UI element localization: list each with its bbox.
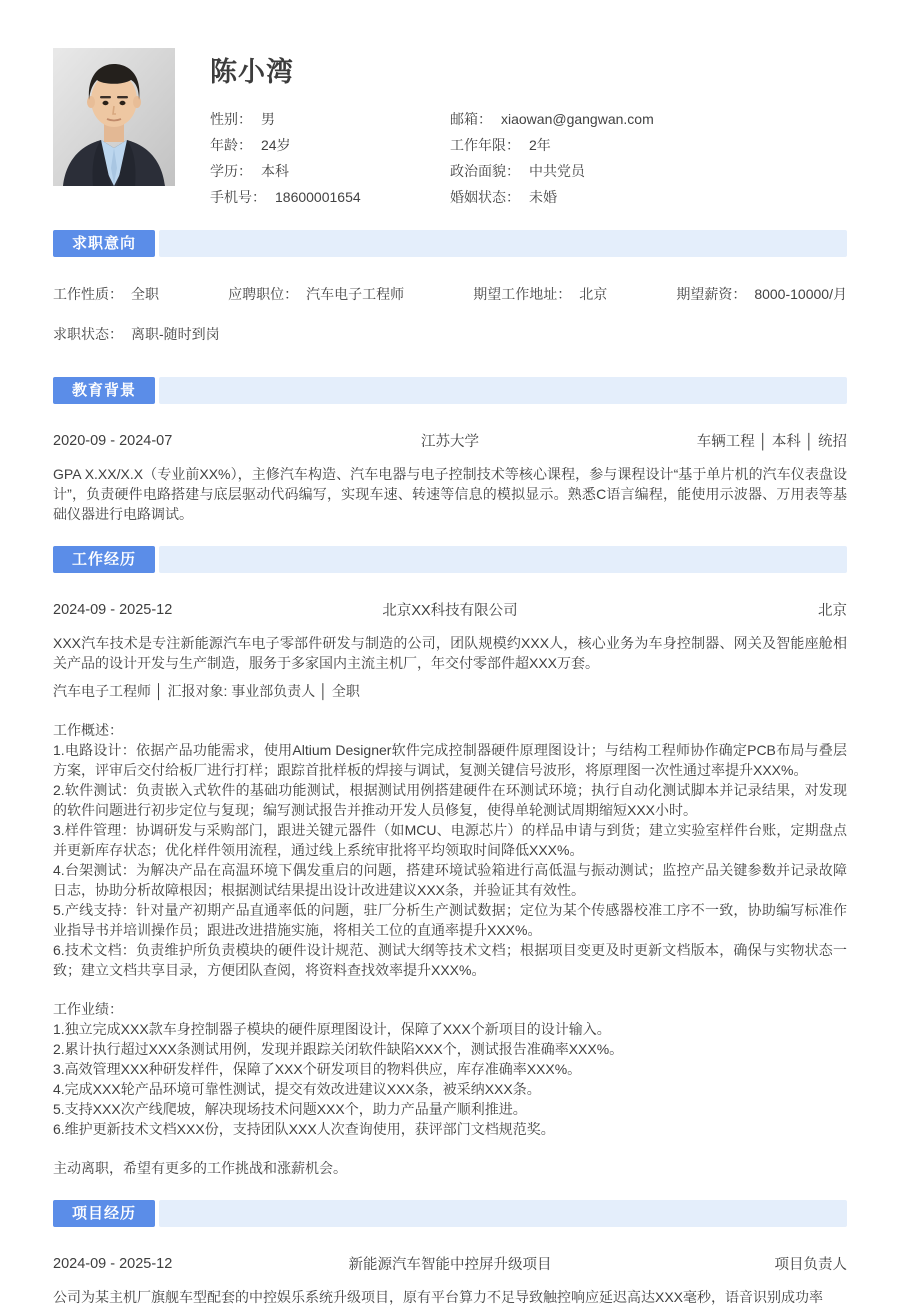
- work-meta-row: [53, 599, 847, 620]
- field-label: 期望工作地址：: [473, 286, 572, 302]
- section-title-education: 教育背景: [53, 377, 155, 404]
- info-label: 年龄：: [210, 137, 252, 153]
- project-name: 新能源汽车智能中控屏升级项目: [348, 1257, 552, 1273]
- info-row-email: [450, 106, 847, 132]
- info-value: 男: [261, 111, 275, 127]
- work-leave-reason: 主动离职，希望有更多的工作挑战和涨薪机会。: [53, 1160, 347, 1176]
- work-achievement-heading: 工作业绩：: [53, 1001, 123, 1017]
- info-label: 政治面貌：: [450, 163, 520, 179]
- work-period: 2024-09 - 2025-12: [53, 601, 173, 618]
- field-label: 期望薪资：: [676, 286, 747, 302]
- section-title-intention: 求职意向: [53, 230, 155, 257]
- intention-pair-salary: [676, 284, 847, 304]
- work-company: 北京XX科技有限公司: [382, 603, 518, 619]
- work-company-intro: XXX汽车技术是专注新能源汽车电子零部件研发与制造的公司，团队规模约XXX人，核心业务为车身控制器、网关及智能座舱相关产品的设计开发与生产制造，服务于多家国内主流主机厂，年交付零部件超XXX万套。: [53, 635, 847, 671]
- work-achievement-block: [53, 999, 847, 1139]
- info-row-degree: [210, 158, 450, 184]
- info-label: 学历：: [210, 163, 252, 179]
- resume-header: [53, 48, 847, 210]
- work-position-line: 汽车电子工程师 │ 汇报对象: 事业部负责人 │ 全职: [53, 683, 360, 699]
- section-title-work: 工作经历: [53, 546, 155, 573]
- info-column-left: [210, 106, 450, 210]
- info-row-gender: [210, 106, 450, 132]
- education-meta-row: [53, 430, 847, 451]
- info-value: 18600001654: [275, 189, 361, 205]
- work-overview-item: 4.台架测试：为解决产品在高温环境下偶发重启的问题，搭建环境试验箱进行高低温与振动测试；监控产品关键参数并记录故障日志，协助分析故障根因；根据测试结果提出设计改进建议XXX条，并验证其有效性。: [53, 862, 847, 898]
- work-achievement-item: 6.维护更新技术文档XXX份，支持团队XXX人次查询使用，获评部门文档规范奖。: [53, 1121, 555, 1137]
- work-overview-item: 5.产线支持：针对量产初期产品直通率低的问题，驻厂分析生产测试数据；定位为某个传感器校准工序不一致，协助编写标准作业指导书并培训操作员；跟进改进措施实施，将相关工位的直通率提升XXX%。: [53, 902, 847, 938]
- intention-row-2: [53, 324, 847, 344]
- project-role: 项目负责人: [774, 1257, 847, 1273]
- work-achievement-item: 2.累计执行超过XXX条测试用例，发现并跟踪关闭软件缺陷XXX个，测试报告准确率XXX%。: [53, 1041, 624, 1057]
- section-bar-fill: [159, 1200, 847, 1227]
- info-value: xiaowan@gangwan.com: [501, 111, 654, 127]
- candidate-name: 陈小湾: [210, 57, 294, 87]
- section-bar-project: [53, 1200, 847, 1227]
- info-label: 手机号：: [210, 189, 266, 205]
- field-value: 汽车电子工程师: [306, 286, 405, 302]
- education-major-degree: 车辆工程 │ 本科 │ 统招: [696, 434, 847, 450]
- work-overview-item: 6.技术文档：负责维护所负责模块的硬件设计规范、测试大纲等技术文档；根据项目变更及时更新文档版本，确保与实物状态一致；建立文档共享目录，方便团队查阅，将资料查找效率提升XXX%。: [53, 942, 847, 978]
- info-label: 婚姻状态：: [450, 189, 520, 205]
- education-description: GPA X.XX/X.X（专业前XX%），主修汽车构造、汽车电器与电子控制技术等核心课程，参与课程设计“基于单片机的汽车仪表盘设计”，负责硬件电路搭建与底层驱动代码编写，实现车速、转速等信息的模拟显示。熟悉C语言编程，能使用示波器、万用表等基础仪器进行电路调试。: [53, 466, 847, 522]
- profile-photo-illustration: [53, 48, 175, 186]
- work-overview-item: 3.样件管理：协调研发与采购部门，跟进关键元器件（如MCU、电源芯片）的样品申请与到货；建立实验室样件台账，定期盘点并更新库存状态；优化样件领用流程，通过线上系统审批将平均领取时间降低XXX%。: [53, 822, 847, 858]
- intention-pair-location: [473, 284, 607, 304]
- education-period: 2020-09 - 2024-07: [53, 432, 173, 449]
- info-label: 工作年限：: [450, 137, 520, 153]
- info-value: 未婚: [529, 189, 557, 205]
- section-bar-intention: [53, 230, 847, 257]
- intention-pair-position: [228, 284, 404, 304]
- work-achievement-item: 1.独立完成XXX款车身控制器子模块的硬件原理图设计，保障了XXX个新项目的设计输入。: [53, 1021, 611, 1037]
- section-bar-fill: [159, 230, 847, 257]
- work-achievement-item: 3.高效管理XXX种研发样件，保障了XXX个研发项目的物料供应，库存准确率XXX%。: [53, 1061, 582, 1077]
- info-column-right: [450, 106, 847, 210]
- info-row-age: [210, 132, 450, 158]
- field-value: 离职-随时到岗: [131, 326, 220, 342]
- info-label: 邮箱：: [450, 111, 492, 127]
- profile-photo: [53, 48, 175, 186]
- project-meta-row: [53, 1253, 847, 1274]
- info-row-political-status: [450, 158, 847, 184]
- info-value: 中共党员: [529, 163, 585, 179]
- field-value: 8000-10000/月: [754, 286, 847, 302]
- project-period: 2024-09 - 2025-12: [53, 1255, 173, 1272]
- field-value: 全职: [131, 286, 159, 302]
- intention-row-1: [53, 284, 847, 304]
- field-label: 应聘职位：: [228, 286, 299, 302]
- info-value: 24岁: [261, 137, 291, 153]
- work-overview-item: 1.电路设计：依据产品功能需求，使用Altium Designer软件完成控制器硬件原理图设计；与结构工程师协作确定PCB布局与叠层方案，评审后交付给板厂进行打样；跟踪首批样板的焊接与调试，复测关键信号波形，将原理图一次性通过率提升XXX%。: [53, 742, 847, 778]
- education-school: 江苏大学: [421, 434, 479, 450]
- field-label: 求职状态：: [53, 326, 123, 342]
- section-bar-education: [53, 377, 847, 404]
- intention-pair-status: [53, 326, 220, 342]
- section-title-project: 项目经历: [53, 1200, 155, 1227]
- work-achievement-item: 4.完成XXX轮产品环境可靠性测试，提交有效改进建议XXX条，被采纳XXX条。: [53, 1081, 541, 1097]
- info-value: 本科: [261, 163, 289, 179]
- project-description: 公司为某主机厂旗舰车型配套的中控娱乐系统升级项目，原有平台算力不足导致触控响应延迟高达XXX毫秒，语音识别成功率: [53, 1289, 824, 1305]
- header-info-block: [210, 48, 847, 210]
- intention-pair-job-type: [53, 284, 159, 304]
- info-row-experience-years: [450, 132, 847, 158]
- section-bar-fill: [159, 546, 847, 573]
- section-bar-work: [53, 546, 847, 573]
- work-overview-block: [53, 720, 847, 980]
- info-value: 2年: [529, 137, 551, 153]
- work-achievement-item: 5.支持XXX次产线爬坡，解决现场技术问题XXX个，助力产品量产顺利推进。: [53, 1101, 527, 1117]
- section-bar-fill: [159, 377, 847, 404]
- work-overview-heading: 工作概述：: [53, 722, 123, 738]
- field-label: 工作性质：: [53, 286, 123, 302]
- info-row-marital-status: [450, 184, 847, 210]
- work-location: 北京: [818, 603, 847, 619]
- work-overview-item: 2.软件测试：负责嵌入式软件的基础功能测试，根据测试用例搭建硬件在环测试环境；执行自动化测试脚本并记录结果，对发现的软件问题进行初步定位与复现；编写测试报告并推动开发人员修复，使得单轮测试周期缩短XXX小时。: [53, 782, 847, 818]
- info-row-phone: [210, 184, 450, 210]
- info-label: 性别：: [210, 111, 252, 127]
- basic-info-grid: [210, 106, 847, 210]
- field-value: 北京: [579, 286, 608, 302]
